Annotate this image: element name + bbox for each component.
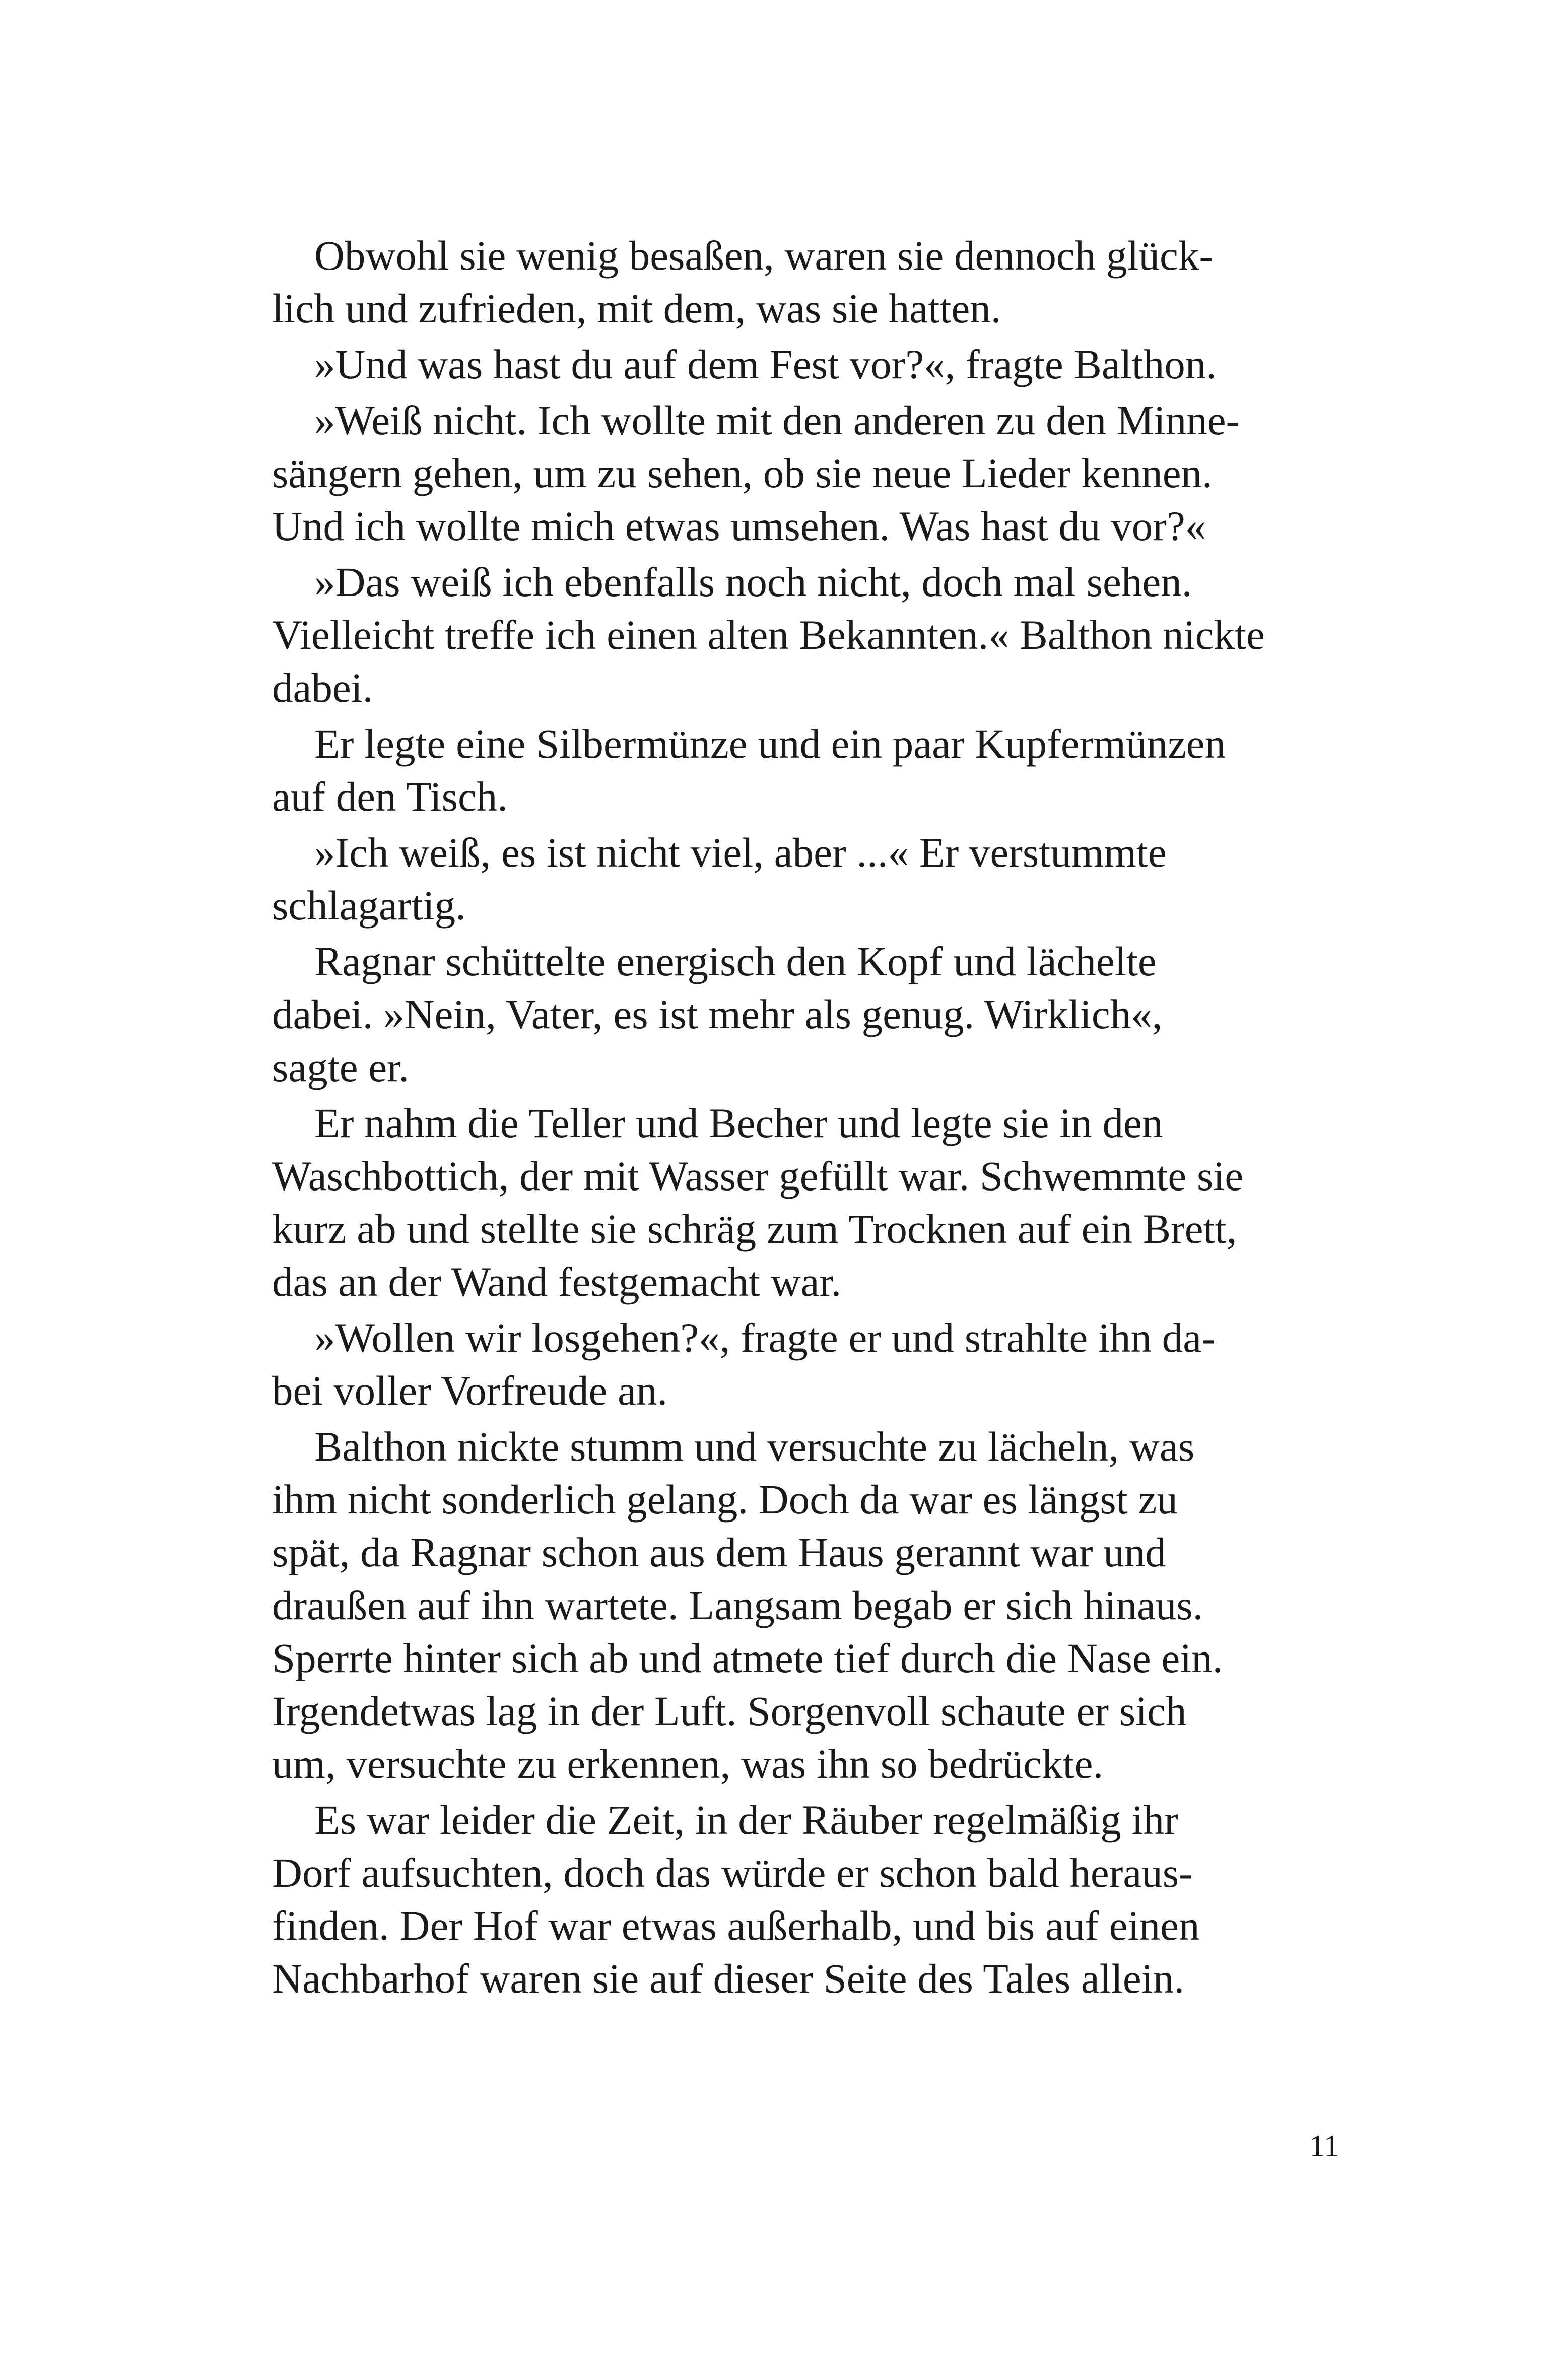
paragraph-8: Er nahm die Teller und Becher und legte sie in den Waschbottich, der mit Wasser gefüllt war. Schwemmte sie kurz ab und stellte sie schräg zum Trocknen auf ein Brett, das an der Wand festgemacht war.	[272, 1100, 1244, 1305]
paragraph-2: »Und was hast du auf dem Fest vor?«, fragte Balthon.	[314, 341, 1217, 387]
paragraph-11: Es war leider die Zeit, in der Räuber regelmäßig ihr Dorf aufsuchten, doch das würde er schon bald heraus- finden. Der Hof war etwas außerhalb, und bis auf einen Nachbarhof waren sie auf dieser Seite des Tales allein.	[272, 1797, 1200, 2002]
paragraph-1: Obwohl sie wenig besaßen, waren sie dennoch glück- lich und zufrieden, mit dem, was sie hatten.	[272, 232, 1213, 332]
paragraph-4: »Das weiß ich ebenfalls noch nicht, doch mal sehen. Vielleicht treffe ich einen alten Bekannten.« Balthon nickte dabei.	[272, 559, 1265, 711]
paragraph-5: Er legte eine Silbermünze und ein paar Kupfermünzen auf den Tisch.	[272, 720, 1226, 820]
body-text	[272, 229, 1337, 2008]
page-number: 11	[1309, 2129, 1339, 2163]
paragraph-9: »Wollen wir losgehen?«, fragte er und strahlte ihn da- bei voller Vorfreude an.	[272, 1314, 1216, 1414]
paragraph-3: »Weiß nicht. Ich wollte mit den anderen zu den Minne- sängern gehen, um zu sehen, ob sie neue Lieder kennen. Und ich wollte mich etwas umsehen. Was hast du vor?«	[272, 397, 1240, 549]
paragraph-6: »Ich weiß, es ist nicht viel, aber ...« Er verstummte schlagartig.	[272, 829, 1167, 929]
paragraph-7: Ragnar schüttelte energisch den Kopf und lächelte dabei. »Nein, Vater, es ist mehr als genug. Wirklich«, sagte er.	[272, 938, 1163, 1090]
paragraph-10: Balthon nickte stumm und versuchte zu lächeln, was ihm nicht sonderlich gelang. Doch da war es längst zu spät, da Ragnar schon aus dem Haus gerannt war und draußen auf ihn wartete. Langsam begab er sich hinaus. Sperrte hinter sich ab und atmete tief durch die Nase ein. Irgendetwas lag in der Luft. Sorgenvoll schaute er sich um, versuchte zu erkennen, was ihn so bedrückte.	[272, 1423, 1223, 1787]
